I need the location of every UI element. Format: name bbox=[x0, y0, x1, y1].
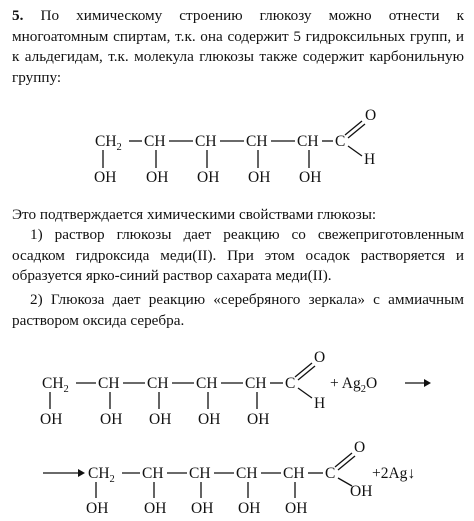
carbonyl-oxygen: O bbox=[314, 349, 326, 366]
ch-group: CH bbox=[195, 133, 217, 150]
intro-text: По химическому строению глюкозу можно отнести к многоатомным спиртам, т.к. она содержит 5 гидроксильных групп, и к альдегидам, т.к. молекула глюкозы также содержит карбонильную группу: bbox=[12, 7, 464, 86]
glucose-formula bbox=[0, 104, 474, 194]
reaction-arrow-icon bbox=[43, 469, 85, 477]
carboxyl-carbon: C bbox=[325, 465, 336, 482]
ch-group: CH bbox=[245, 375, 267, 392]
precipitate-arrow-icon: ↓ bbox=[407, 465, 416, 482]
ch2-group: $CH_2$ bbox=[42, 375, 69, 395]
ch-group: CH bbox=[144, 133, 166, 150]
hydroxyl-group: OH bbox=[144, 500, 167, 517]
hydroxyl-group: OH bbox=[86, 500, 109, 517]
reaction-reactants bbox=[0, 346, 474, 434]
ch-group: CH bbox=[196, 375, 218, 392]
ch2-group: $CH_2$ bbox=[88, 465, 115, 485]
point-1-text: 1) раствор глюкозы дает реакцию со свежеприготовленным осадком гидроксида меди(II). При этом осадок растворяется и образуется ярко-синий раствор сахарата меди(II). bbox=[12, 226, 464, 284]
silver-product: +2Ag↓ bbox=[372, 465, 416, 482]
ch-group: CH bbox=[297, 133, 319, 150]
ch-group: CH bbox=[142, 465, 164, 482]
carbonyl-carbon: C bbox=[335, 133, 346, 150]
section-number: 5. bbox=[12, 7, 24, 24]
hydroxyl-group: OH bbox=[40, 411, 63, 428]
bond bbox=[348, 146, 362, 156]
hydroxyl-group: OH bbox=[94, 169, 117, 186]
ch-group: CH bbox=[283, 465, 305, 482]
hydroxyl-group: OH bbox=[198, 411, 221, 428]
ch-group: CH bbox=[147, 375, 169, 392]
confirm-line bbox=[12, 205, 464, 226]
hydroxyl-group: OH bbox=[247, 411, 270, 428]
aldehyde-hydrogen: H bbox=[314, 395, 326, 412]
confirm-text: Это подтверждается химическими свойствами глюкозы: bbox=[12, 206, 377, 223]
ch-group: CH bbox=[236, 465, 258, 482]
reaction-products bbox=[0, 436, 474, 521]
ch-group: CH bbox=[189, 465, 211, 482]
silver-oxide-reagent: + $Ag_2O$ bbox=[330, 375, 378, 395]
ch2-group: $CH_2$ bbox=[95, 133, 122, 153]
hydroxyl-group: OH bbox=[191, 500, 214, 517]
hydroxyl-group: OH bbox=[197, 169, 220, 186]
reaction-arrow-icon bbox=[405, 379, 431, 387]
hydroxyl-group: OH bbox=[238, 500, 261, 517]
hydroxyl-group: OH bbox=[299, 169, 322, 186]
hydroxyl-group: OH bbox=[248, 169, 271, 186]
carbonyl-carbon: C bbox=[285, 375, 296, 392]
glucose-chain bbox=[94, 107, 376, 186]
aldehyde-hydrogen: H bbox=[364, 151, 376, 168]
hydroxyl-group: OH bbox=[100, 411, 123, 428]
hydroxyl-group: OH bbox=[285, 500, 308, 517]
intro-paragraph bbox=[12, 6, 464, 88]
bond bbox=[298, 388, 312, 398]
point-2-text: 2) Глюкоза дает реакцию «серебряного зеркала» с аммиачным раствором оксида серебра. bbox=[12, 291, 464, 329]
hydroxyl-group: OH bbox=[146, 169, 169, 186]
ch-group: CH bbox=[246, 133, 268, 150]
carboxyl-oxygen: O bbox=[354, 439, 366, 456]
carbonyl-oxygen: O bbox=[365, 107, 377, 124]
point-2 bbox=[12, 290, 464, 331]
carboxyl-hydroxyl: OH bbox=[350, 483, 373, 500]
hydroxyl-group: OH bbox=[149, 411, 172, 428]
point-1 bbox=[12, 225, 464, 287]
ch-group: CH bbox=[98, 375, 120, 392]
